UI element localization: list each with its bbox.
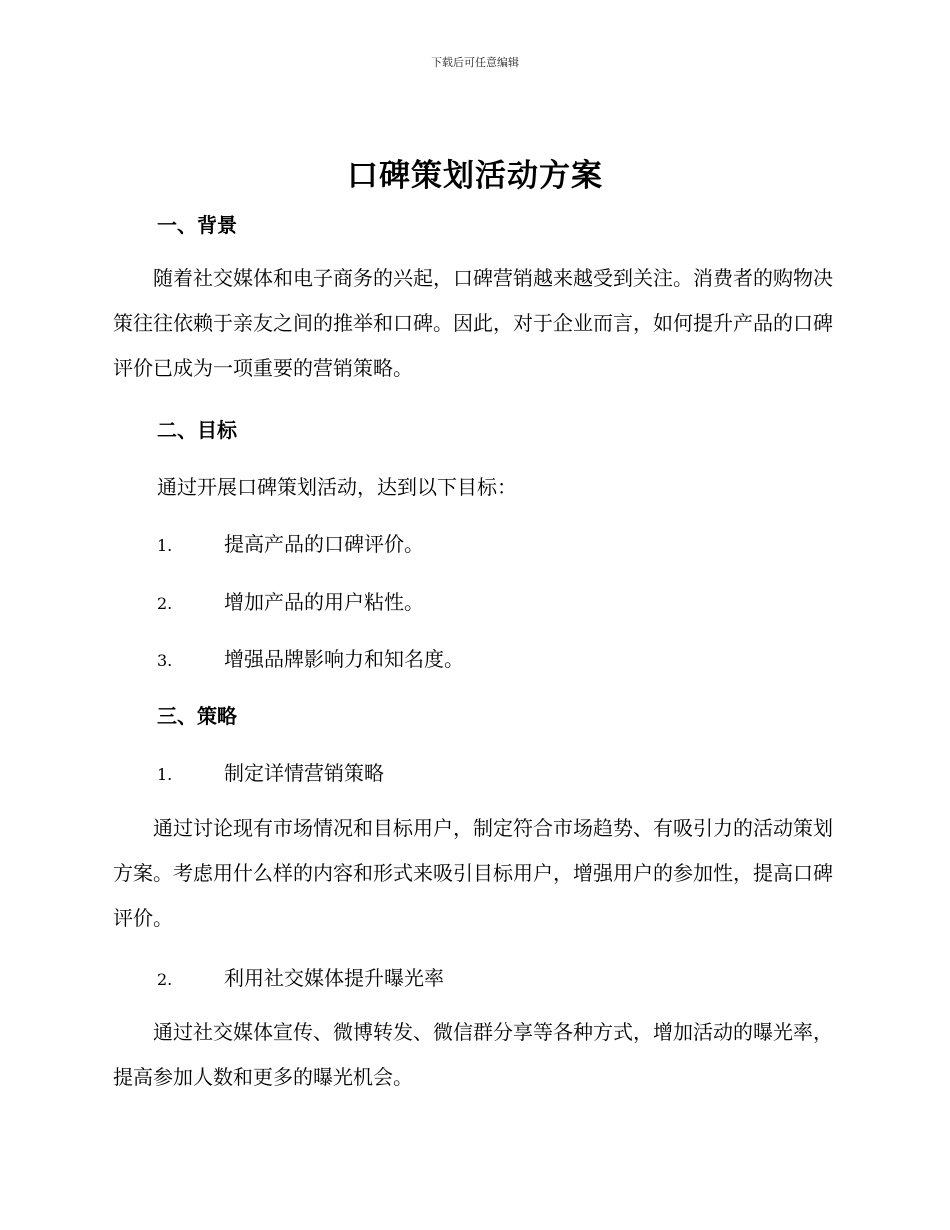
goal-item-number: 1.	[157, 536, 173, 555]
strategy-item-text: 制定详情营销策略	[224, 761, 384, 785]
goal-item-number: 2.	[157, 594, 173, 613]
goal-item	[157, 528, 424, 557]
goal-item	[157, 586, 424, 615]
goal-item-text: 增加产品的用户粘性。	[224, 590, 424, 614]
goal-item-number: 3.	[157, 651, 173, 670]
background-paragraph: 随着社交媒体和电子商务的兴起，口碑营销越来越受到关注。消费者的购物决策往往依赖于亲友之间的推举和口碑。因此，对于企业而言，如何提升产品的口碑评价已成为一项重要的营销策略。	[113, 266, 833, 380]
strategy-item-title	[157, 757, 384, 786]
page-header: 下载后可任意编辑	[431, 56, 519, 69]
goals-intro: 通过开展口碑策划活动，达到以下目标：	[157, 475, 517, 499]
strategy-item-number: 1.	[157, 765, 173, 784]
strategy-paragraph: 通过讨论现有市场情况和目标用户，制定符合市场趋势、有吸引力的活动策划方案。考虑用什么样的内容和形式来吸引目标用户，增强用户的参加性，提高口碑评价。	[113, 816, 833, 930]
strategy-item-title	[157, 962, 444, 991]
section-heading-strategy: 三、策略	[157, 704, 237, 728]
strategy-paragraph: 通过社交媒体宣传、微博转发、微信群分享等各种方式，增加活动的曝光率，提高参加人数和更多的曝光机会。	[113, 1020, 833, 1089]
strategy-item-number: 2.	[157, 970, 173, 989]
goal-item-text: 增强品牌影响力和知名度。	[224, 647, 464, 671]
document-title: 口碑策划活动方案	[347, 158, 603, 194]
goal-item-text: 提高产品的口碑评价。	[224, 532, 424, 556]
section-heading-goals: 二、目标	[157, 418, 237, 442]
strategy-item-text: 利用社交媒体提升曝光率	[224, 966, 444, 990]
section-heading-background: 一、背景	[157, 213, 237, 237]
goal-item	[157, 643, 464, 672]
